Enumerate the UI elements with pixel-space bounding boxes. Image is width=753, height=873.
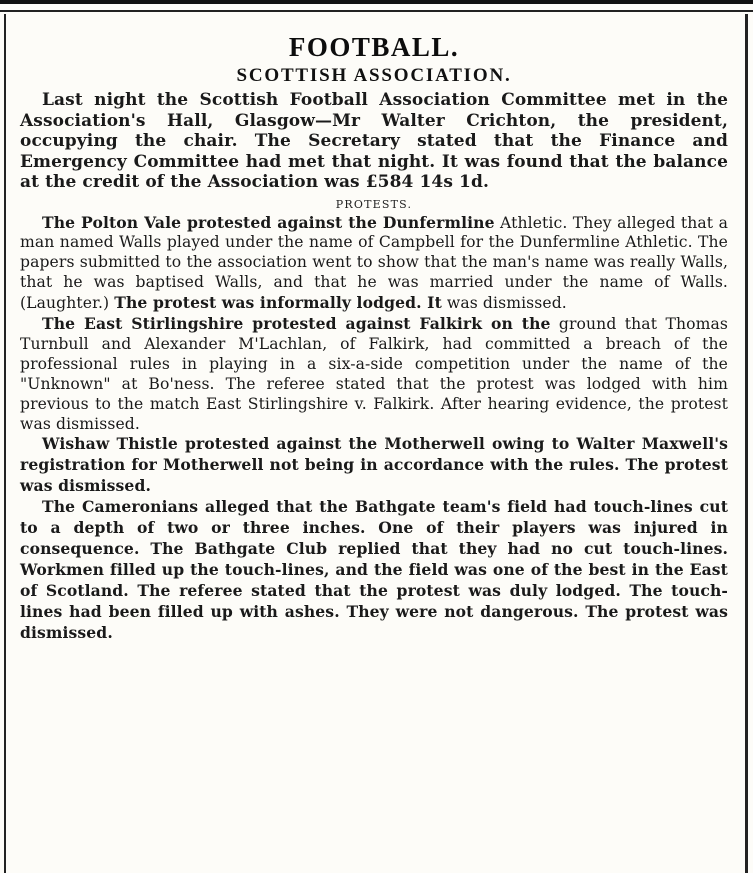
protest-paragraph-polton-vale xyxy=(20,213,728,315)
top-double-rule-thick xyxy=(0,0,753,4)
intro-paragraph: Last night the Scottish Football Association Committee met in the Association's Hall, Glasgow—Mr Walter Crichton, the president, occupying the chair. The Secretary stated that the Finance and Emergency Committee had met that night. It was found that the balance at the credit of the Association was £584 14s 1d. xyxy=(20,90,728,192)
right-column-rule xyxy=(745,14,748,873)
subhead: SCOTTISH ASSOCIATION. xyxy=(236,65,512,86)
protest-lead: The East Stirlingshire protested against Falkirk on the xyxy=(42,314,551,334)
protest-tail: The protest was informally lodged. It xyxy=(114,293,442,313)
protest-end: was dismissed. xyxy=(441,294,567,313)
protest-paragraph-east-stirlingshire xyxy=(20,314,728,434)
article-column xyxy=(20,30,728,644)
protest-body: ground that Thomas Turnbull and Alexander M'Lachlan, of Falkirk, had committed a breach of the professional rules in playing in a six-a-side competition under the name of the "Unknown" at Bo'ness. The referee stated that the protest was lodged with him previous to the match East Stirlingshire v. Falkirk. After hearing evidence, the protest was dismissed. xyxy=(20,315,728,433)
top-double-rule-thin xyxy=(0,10,753,12)
protest-lead: The Polton Vale protested against the Dunfermline xyxy=(42,212,495,232)
protest-lead: Wishaw Thistle protested against the Motherwell owing to Walter Maxwell's registration for Motherwell not being in accordance with the rules. The protest was dismissed. xyxy=(20,434,728,496)
protest-body: Athletic. They alleged that a man named Walls played under the name of Campbell for the Dunfermline Athletic. The papers submitted to the association went to show that the man's name was really Walls, that he was baptised Walls, and that he was married under the name of Walls. (Laughter.) xyxy=(20,213,728,313)
protest-paragraph-cameronians xyxy=(20,497,728,643)
section-heading-protests: PROTESTS. xyxy=(335,197,413,211)
protest-paragraph-wishaw-thistle xyxy=(20,434,728,497)
protest-lead: The Cameronians alleged that the Bathgate team's field had touch-lines cut to a depth of two or three inches. One of their players was injured in consequence. The Bathgate Club replied that they had no cut touch-lines. Workmen filled up the touch-lines, and the field was one of the best in the East of Scotland. The referee stated that the protest was duly lodged. The touch-lines had been filled up with ashes. They were not dangerous. The protest was dismissed. xyxy=(20,497,728,642)
left-column-rule xyxy=(4,14,6,873)
headline: FOOTBALL. xyxy=(288,32,460,62)
